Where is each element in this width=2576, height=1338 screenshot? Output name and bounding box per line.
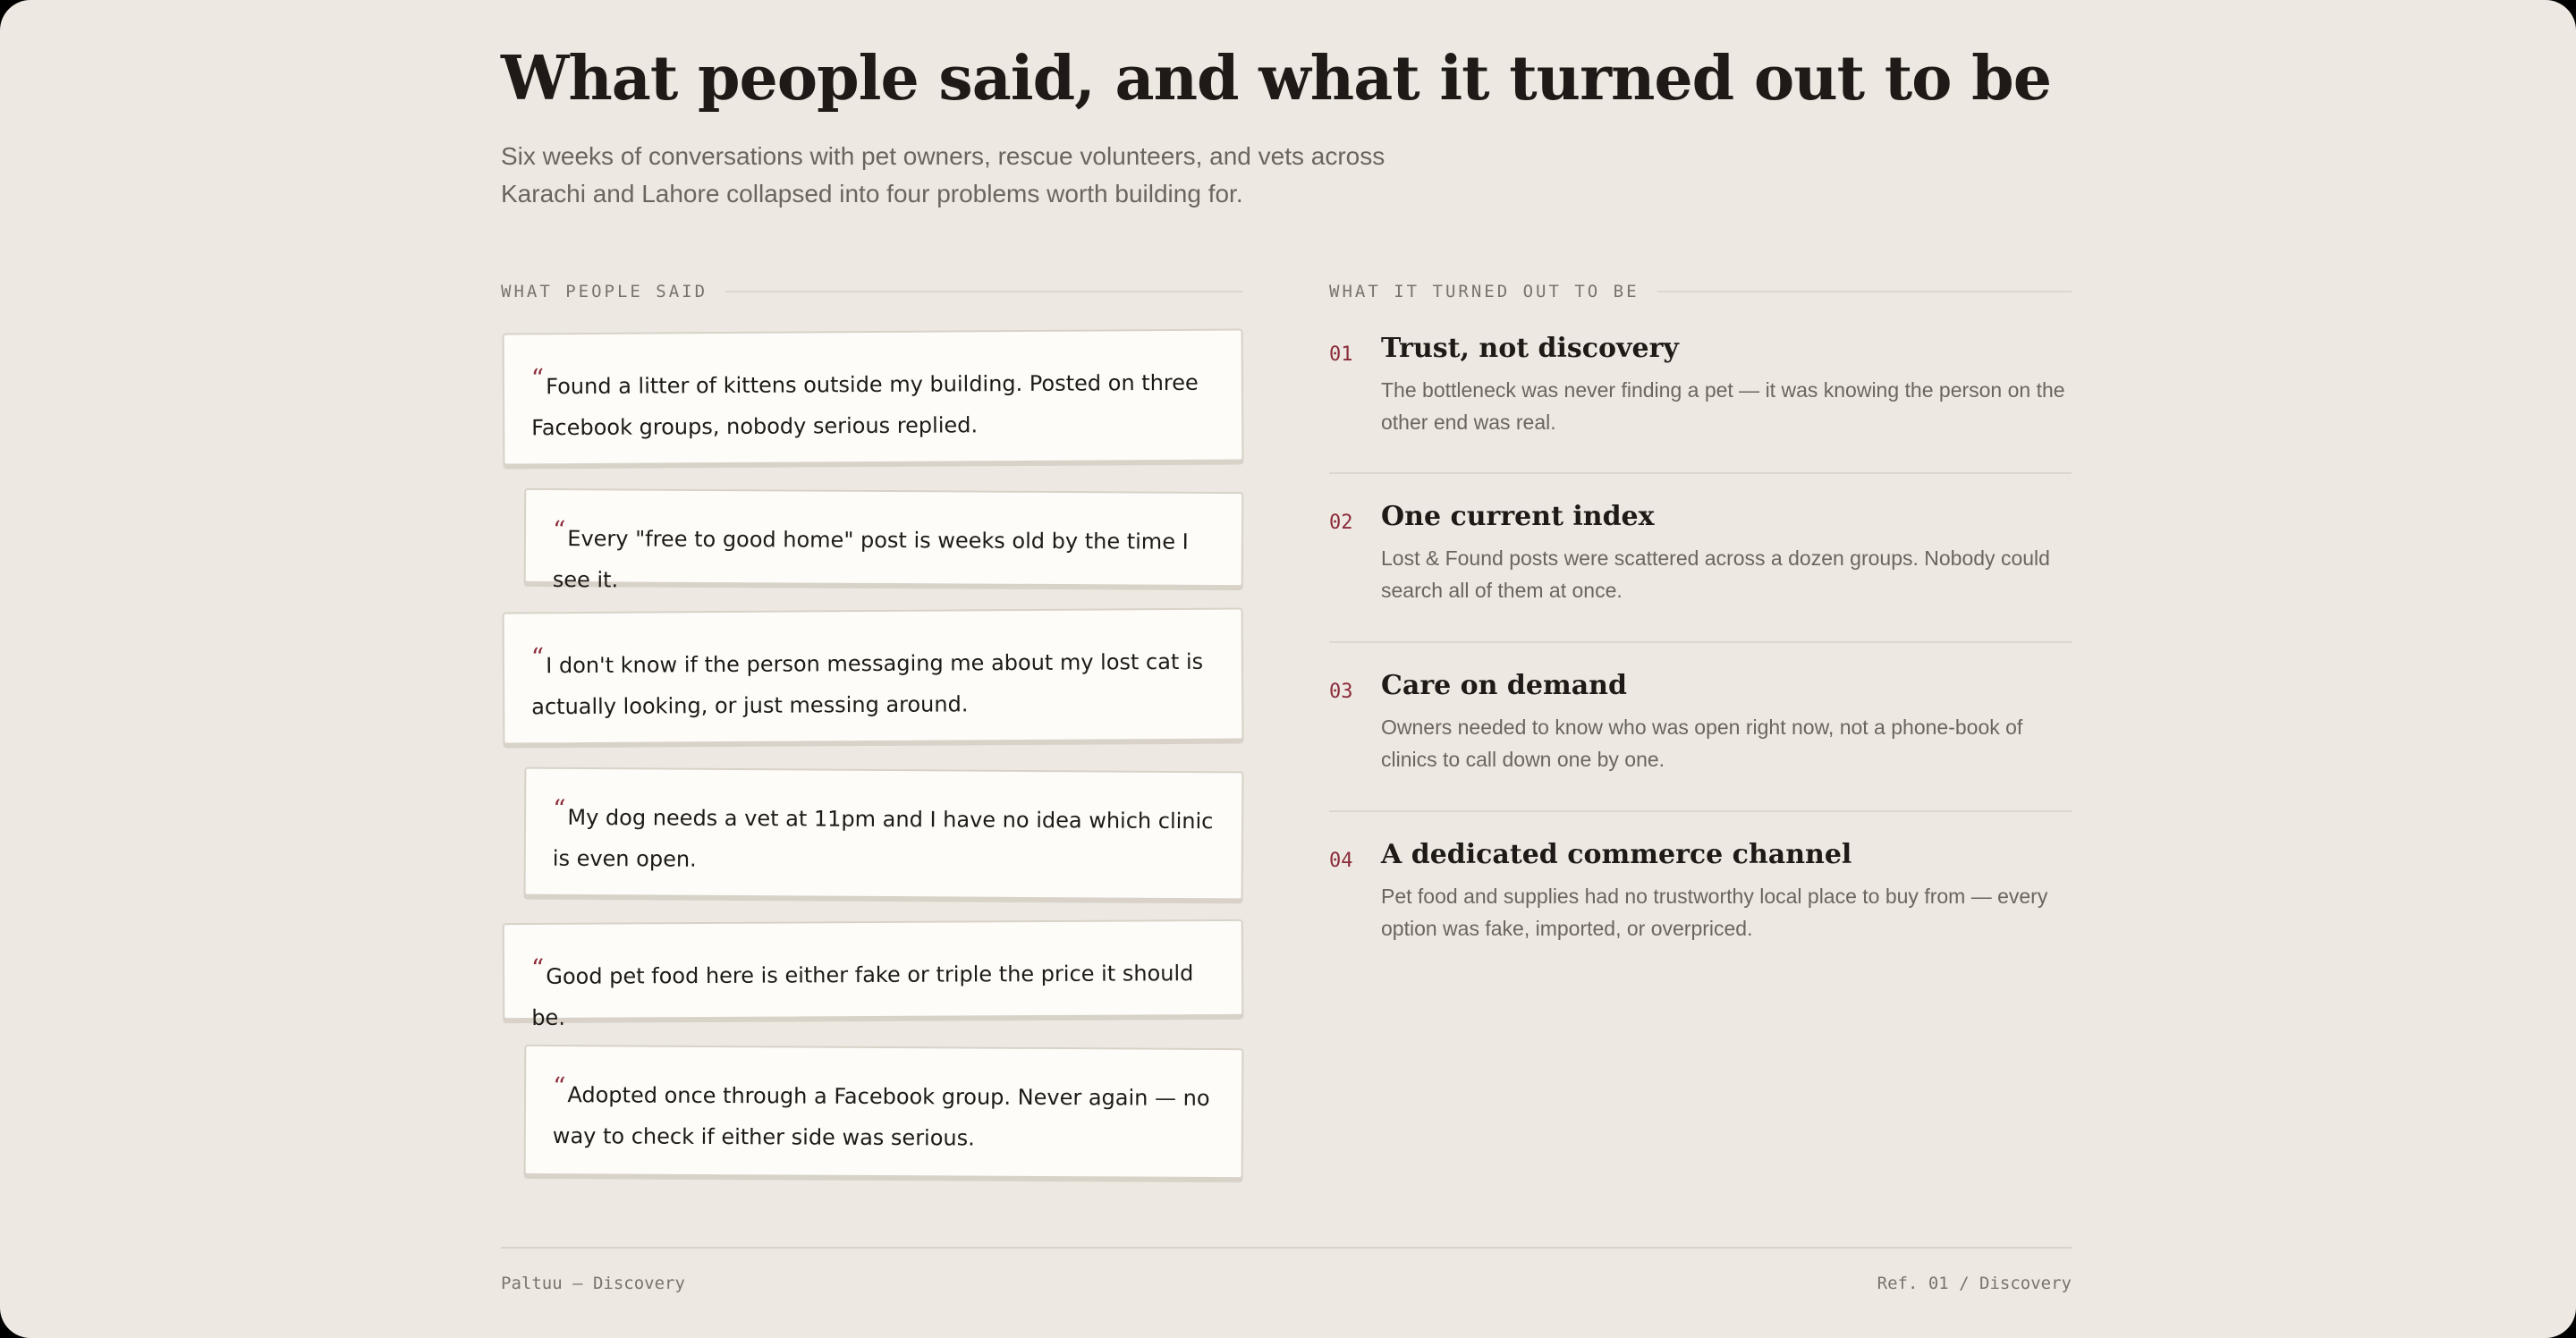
quotes-heading-label: WHAT PEOPLE SAID: [501, 282, 708, 301]
finding-divider: [1329, 641, 2072, 643]
finding-description: Lost & Found posts were scattered across a dozen groups. Nobody could search all of them at once.: [1381, 546, 2050, 602]
heading-rule: [1657, 291, 2072, 292]
finding-description: The bottleneck was never finding a pet — it was knowing the person on the other end was real.: [1381, 378, 2065, 434]
quote-text: Every "free to good home" post is weeks old by the time I see it.: [552, 526, 1189, 593]
quote-card: [503, 328, 1244, 465]
finding-title: A dedicated commerce channel: [1381, 839, 1852, 870]
footer-rule: [501, 1247, 2072, 1249]
quote-mark-icon: “: [553, 1071, 566, 1102]
finding-description: Owners needed to know who was open right now, not a phone-book of clinics to call down one by one.: [1381, 716, 2023, 771]
quote-text: Good pet food here is either fake or triple the price it should be.: [531, 961, 1194, 1030]
quote-mark-icon: “: [552, 515, 566, 546]
quote-text: My dog needs a vet at 11pm and I have no idea which clinic is even open.: [552, 804, 1214, 872]
quote-mark-icon: “: [553, 793, 566, 824]
finding-title: Trust, not discovery: [1381, 333, 1679, 364]
finding-number: 01: [1329, 343, 1353, 366]
finding-number: 04: [1329, 850, 1353, 872]
quote-card: [503, 919, 1244, 1030]
finding-divider: [1329, 472, 2072, 474]
quote-text: Adopted once through a Facebook group. Never again — no way to check if either side was serious.: [552, 1082, 1210, 1151]
quote-text: I don't know if the person messaging me about my lost cat is actually looking, or just messing around.: [531, 648, 1204, 720]
finding-description: Pet food and supplies had no trustworthy local place to buy from — every option was fake, imported, or overpriced.: [1381, 885, 2048, 940]
findings-column-heading: [1329, 281, 2072, 302]
finding-number: 02: [1329, 512, 1353, 534]
quotes-column-heading: [501, 281, 1243, 302]
heading-rule: [725, 291, 1243, 292]
footer-reference: Ref. 01 / Discovery: [1877, 1274, 2072, 1293]
quote-card: [524, 767, 1244, 901]
finding-divider: [1329, 810, 2072, 812]
quote-mark-icon: “: [530, 363, 545, 394]
quote-mark-icon: “: [530, 642, 545, 673]
quote-text: Found a litter of kittens outside my building. Posted on three Facebook groups, nobody serious replied.: [531, 369, 1199, 441]
page-title: What people said, and what it turned out to be: [501, 43, 2051, 114]
quote-mark-icon: “: [530, 953, 545, 983]
finding-title: One current index: [1381, 501, 1655, 532]
page-subtitle: Six weeks of conversations with pet owners, rescue volunteers, and vets across Karachi and Lahore collapsed into four problems worth building for.: [501, 142, 1385, 207]
quote-card: [524, 1045, 1244, 1179]
footer-brand: Paltuu — Discovery: [501, 1274, 685, 1293]
finding-number: 03: [1329, 681, 1353, 703]
findings-heading-label: WHAT IT TURNED OUT TO BE: [1329, 282, 1640, 301]
finding-title: Care on demand: [1381, 670, 1627, 701]
quote-card: [524, 488, 1244, 593]
quote-card: [503, 607, 1244, 744]
